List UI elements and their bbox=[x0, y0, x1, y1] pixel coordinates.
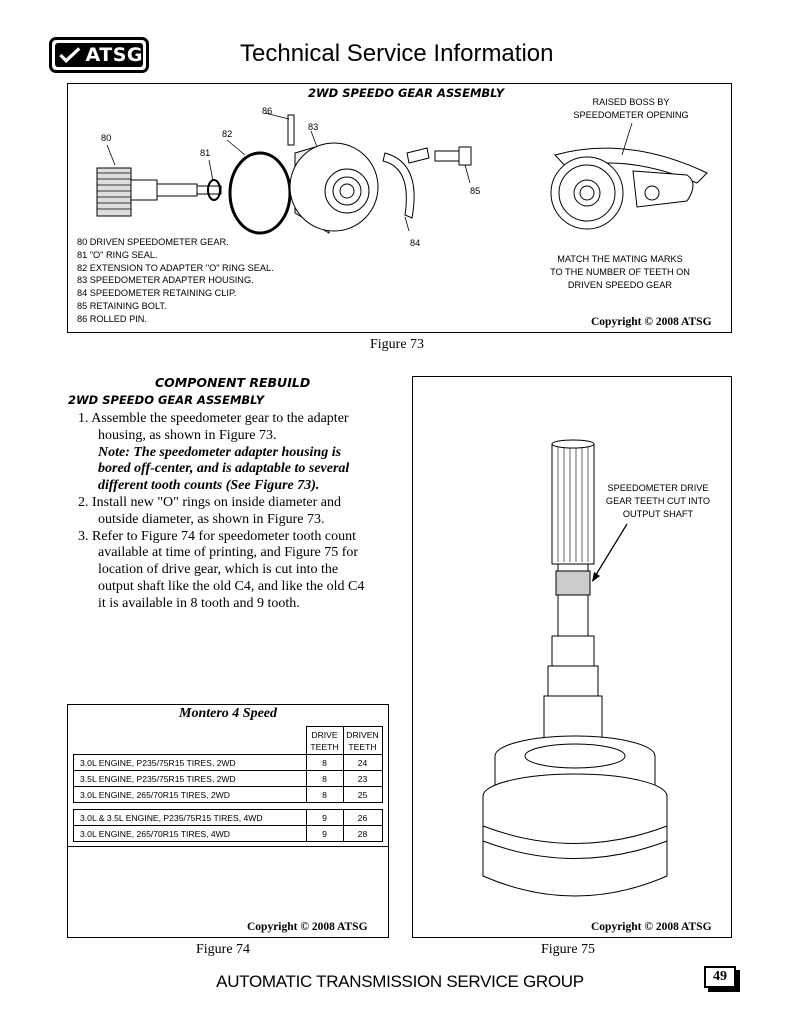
figure-75-copyright: Copyright © 2008 ATSG bbox=[591, 921, 712, 933]
component-rebuild-heading: COMPONENT REBUILD bbox=[155, 375, 311, 390]
output-shaft-callout: SPEEDOMETER DRIVE GEAR TEETH CUT INTO OUTPUT SHAFT bbox=[605, 483, 711, 519]
parts-list bbox=[77, 236, 274, 326]
o-ring-82-drawing bbox=[230, 153, 290, 233]
figure-73-copyright: Copyright © 2008 ATSG bbox=[591, 316, 712, 328]
mating-marks-note: MATCH THE MATING MARKS TO THE NUMBER OF TEETH ON DRIVEN SPEEDO GEAR bbox=[550, 254, 690, 290]
callout-84: 84 bbox=[410, 238, 421, 248]
rolled-pin-drawing bbox=[288, 115, 294, 145]
table-row: 3.0L ENGINE, P235/75R15 TIRES, 2WD 8 24 bbox=[74, 755, 383, 771]
figure-74-caption: Figure 74 bbox=[196, 942, 251, 957]
table-bottom-rule bbox=[67, 846, 389, 847]
raised-boss-note: RAISED BOSS BY SPEEDOMETER OPENING bbox=[573, 97, 689, 120]
col-driven-teeth: DRIVEN TEETH bbox=[343, 727, 382, 755]
callout-80: 80 bbox=[101, 133, 112, 143]
table-row: 3.0L & 3.5L ENGINE, P235/75R15 TIRES, 4WD 9 26 bbox=[74, 810, 383, 826]
part-81: 81 "O" RING SEAL. bbox=[77, 249, 158, 260]
rebuild-subheading: 2WD SPEEDO GEAR ASSEMBLY bbox=[68, 393, 265, 407]
callout-86: 86 bbox=[262, 106, 273, 116]
output-shaft-drawing bbox=[412, 376, 732, 938]
mating-marks-inset-drawing bbox=[551, 148, 707, 229]
table-row: 3.0L ENGINE, 265/70R15 TIRES, 4WD 9 28 bbox=[74, 826, 383, 842]
logo-text: ATSG bbox=[85, 44, 143, 66]
callout-85: 85 bbox=[470, 186, 481, 196]
atsg-logo bbox=[49, 37, 149, 73]
col-drive-teeth: DRIVE TEETH bbox=[306, 727, 343, 755]
part-85: 85 RETAINING BOLT. bbox=[77, 300, 167, 311]
part-82: 82 EXTENSION TO ADAPTER "O" RING SEAL. bbox=[77, 262, 274, 273]
figure-74-copyright: Copyright © 2008 ATSG bbox=[247, 921, 368, 933]
callout-82: 82 bbox=[222, 129, 233, 139]
tooth-count-table bbox=[73, 726, 383, 842]
part-84: 84 SPEEDOMETER RETAINING CLIP. bbox=[77, 288, 237, 299]
figure-73-heading: 2WD SPEEDO GEAR ASSEMBLY bbox=[308, 86, 505, 100]
part-80: 80 DRIVEN SPEEDOMETER GEAR. bbox=[77, 237, 229, 247]
page-number: 49 bbox=[704, 966, 736, 988]
table-row: 3.5L ENGINE, P235/75R15 TIRES, 2WD 8 23 bbox=[74, 771, 383, 787]
part-86: 86 ROLLED PIN. bbox=[77, 313, 147, 324]
step-3: 3. Refer to Figure 74 for speedometer tooth count bbox=[78, 528, 356, 544]
check-mark-icon bbox=[58, 44, 83, 66]
rebuild-steps: 1. Assemble the speedometer gear to the adapter housing, as shown in Figure 73. Note: The speedometer adapter housing is bored off-center, and is adaptable to several different tooth counts (See Figure 73). 2. Install new "O" rings on inside diameter and outside diameter, as shown in Figure 73. 3. Refer to Figure 74 for speedometer tooth count available at time of printing, and Figure 75 for location of drive gear, which is cut into the output shaft like the old C4, and like the old C4 it is available in 8 tooth and 9 tooth. bbox=[78, 411, 398, 613]
adapter-housing-drawing bbox=[290, 143, 378, 233]
note: Note: The speedometer adapter housing is bbox=[98, 444, 342, 460]
part-83: 83 SPEEDOMETER ADAPTER HOUSING. bbox=[77, 275, 254, 286]
footer-text: AUTOMATIC TRANSMISSION SERVICE GROUP bbox=[216, 972, 584, 991]
step-2: 2. Install new "O" rings on inside diameter and bbox=[78, 494, 341, 510]
callout-81: 81 bbox=[200, 148, 211, 158]
figure-73-caption: Figure 73 bbox=[370, 337, 425, 352]
figure-75-caption: Figure 75 bbox=[541, 942, 596, 957]
driven-speedometer-gear-drawing bbox=[97, 168, 221, 216]
table-row: 3.0L ENGINE, 265/70R15 TIRES, 2WD 8 25 bbox=[74, 787, 383, 803]
step-1: 1. Assemble the speedometer gear to the adapter bbox=[78, 411, 349, 426]
retaining-bolt-drawing bbox=[435, 147, 471, 165]
callout-83: 83 bbox=[308, 122, 319, 132]
figure-74-title: Montero 4 Speed bbox=[179, 706, 277, 721]
page-title: Technical Service Information bbox=[240, 40, 554, 67]
